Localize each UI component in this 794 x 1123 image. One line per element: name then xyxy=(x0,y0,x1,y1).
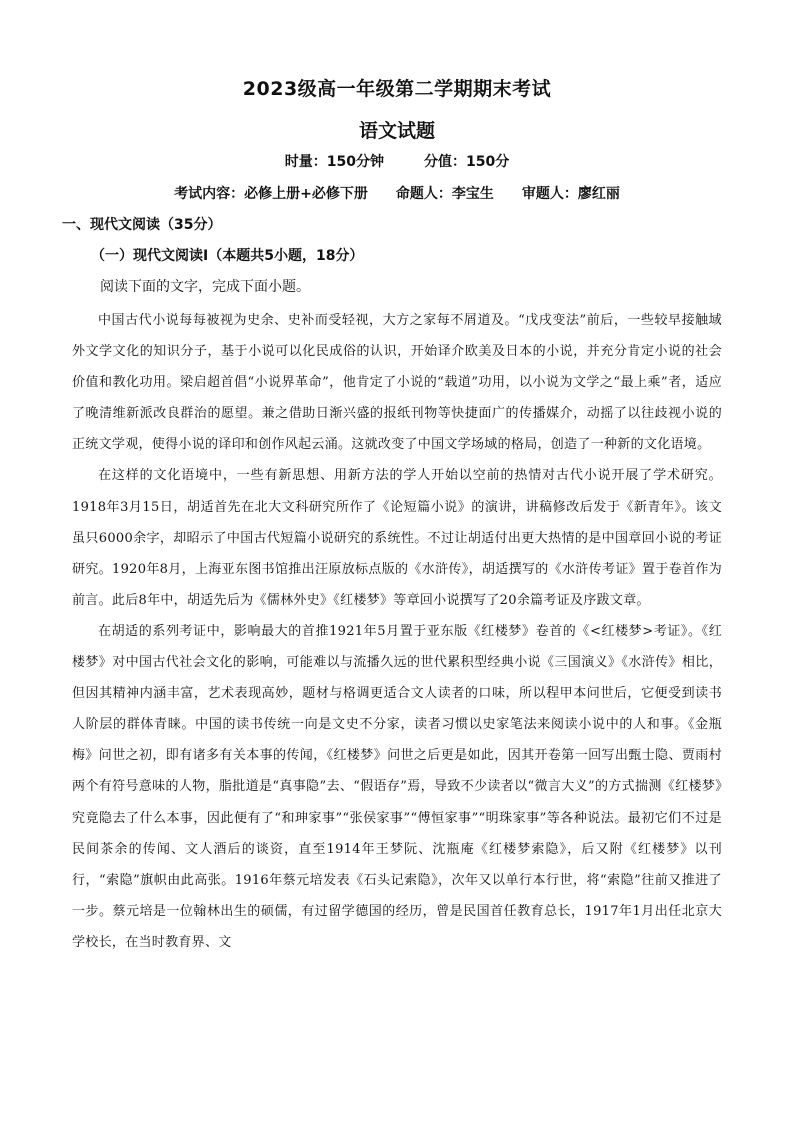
score-label: 分值：150分 xyxy=(424,154,510,170)
passage-paragraph: 在这样的文化语境中，一些有新思想、用新方法的学人开始以空前的热情对古代小说开展了学术研究。1918年3月15日，胡适首先在北大文科研究所作了《论短篇小说》的演讲，讲稿修改后发于《新青年》。该文虽只6000余字，却昭示了中国古代短篇小说研究的系统性。不过让胡适付出更大热情的是中国章回小说的考证研究。1920年8月，上海亚东图书馆推出汪原放标点版的《水浒传》，胡适撰写的《水浒传考证》置于卷首作为前言。此后8年中，胡适先后为《儒林外史》《红楼梦》等章回小说撰写了20余篇考证及序跋文章。 xyxy=(72,468,722,608)
subject-title: 语文试题 xyxy=(358,120,435,142)
exam-time-score xyxy=(0,151,794,171)
reviewer-label: 审题人：廖红丽 xyxy=(521,186,620,202)
section-heading: 一、现代文阅读（35分） xyxy=(62,217,222,233)
passage-paragraph: 在胡适的系列考证中，影响最大的首推1921年5月置于亚东版《红楼梦》卷首的《<红楼梦>考证》。《红楼梦》对中国古代社会文化的影响，可能难以与流播久远的世代累积型经典小说《三国演义》《水浒传》相比，但因其精神内涵丰富，艺术表现高妙，题材与格调更适合文人读者的口味，所以程甲本问世后，它便受到读书人阶层的群体青睐。中国的读书传统一向是文史不分家，读者习惯以史家笔法来阅读小说中的人和事。《金瓶梅》问世之初，即有诸多有关本事的传闻，《红楼梦》问世之后更是如此，因其开卷第一回写出甄士隐、贾雨村两个有符号意味的人物，脂批道是“真事隐”去、“假语存”焉，导致不少读者以“微言大义”的方式揣测《红楼梦》究竟隐去了什么本事，因此便有了“和珅家事”“张侯家事”“傅恒家事”“明珠家事”等各种说法。最初它们不过是民间茶余的传闻、文人酒后的谈资，直至1914年王梦阮、沈瓶庵《红楼梦索隐》，后又附《红楼梦》以刊行，“索隐”旗帜由此高张。1916年蔡元培发表《石头记索隐》，次年又以单行本行世，将“索隐”往前又推进了一步。蔡元培是一位翰林出生的硕儒，有过留学德国的经历，曾是民国首任教育总长，1917年1月出任北京大学校长，在当时教育界、文 xyxy=(72,623,722,950)
subsection-heading: （一）现代文阅读Ⅰ（本题共5小题，18分） xyxy=(91,248,364,264)
passage-paragraph: 中国古代小说每每被视为史余、史补而受轻视，大方之家每不屑道及。“戊戌变法”前后，一些较早接触域外文学文化的知识分子，基于小说可以化民成俗的认识，开始译介欧美及日本的小说，并充分肯定小说的社会价值和教化功用。梁启超首倡“小说界革命”，他肯定了小说的“载道”功用，以小说为文学之“最上乘”者，适应了晚清维新派改良群治的愿望。兼之借助日渐兴盛的报纸刊物等快捷面广的传播媒介，动摇了以往歧视小说的正统文学观，使得小说的译印和创作风起云涌。这就改变了中国文学场域的格局，创造了一种新的文化语境。 xyxy=(72,313,722,453)
reading-instruction: 阅读下面的文字，完成下面小题。 xyxy=(100,279,310,295)
duration-label: 时量：150分钟 xyxy=(284,154,384,170)
exam-credits xyxy=(0,183,794,203)
exam-content-label: 考试内容：必修上册+必修下册 xyxy=(174,186,368,202)
passage-body xyxy=(72,305,722,958)
author-label: 命题人：李宝生 xyxy=(395,186,494,202)
exam-title: 2023级高一年级第二学期期末考试 xyxy=(242,78,552,100)
